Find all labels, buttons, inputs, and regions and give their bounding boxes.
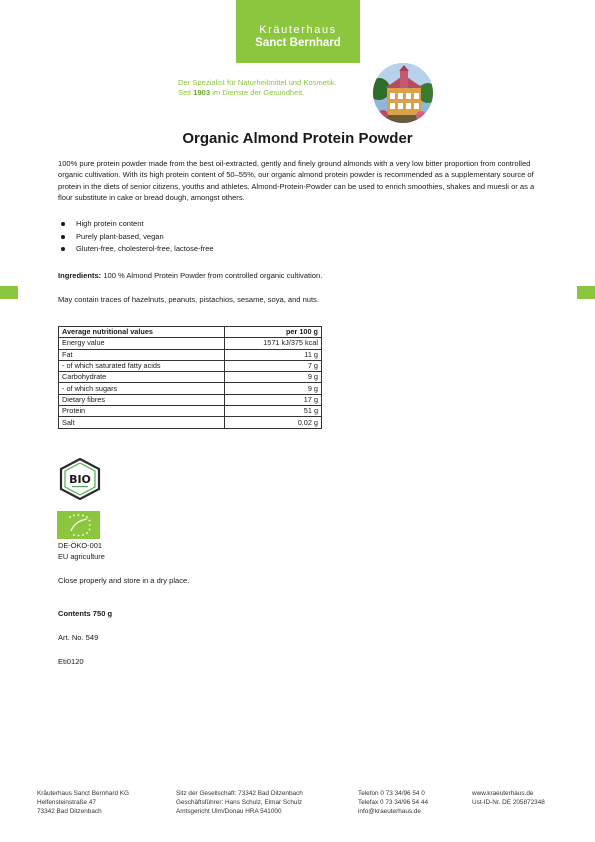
table-row: Carbohydrate 9 g: [59, 372, 322, 383]
article-number: Art. No. 549: [58, 633, 99, 642]
footer-contact: [358, 790, 428, 817]
nutrition-table: [58, 326, 322, 429]
ingredients-label: Ingredients:: [58, 271, 102, 280]
bio-seal-icon: [57, 458, 103, 505]
table-row: Dietary fibres 17 g: [59, 394, 322, 405]
nutrition-header-label: Average nutritional values: [59, 327, 225, 338]
product-description: 100% pure protein powder made from the best oil-extracted, gently and finely ground almonds with a very low bitter proportion from controlled organic cultivation. With its high protein content of 50–55%, our organic almond protein powder is recommended as a supplementary source of protein in the diets of senior citizens, youths and athletes. Almond-Protein-Powder can be used to enrich smoothies, shakes and muesli or as a flour substitute in cake or bread dough, amongst others.: [58, 159, 535, 202]
table-row: Salt 0.02 g: [59, 417, 322, 428]
storage-instructions: Close properly and store in a dry place.: [58, 576, 190, 585]
fold-mark-left: [0, 286, 18, 299]
footer-email-link[interactable]: info@kraeuterhaus.de: [358, 807, 421, 815]
brand-name-line2: Sanct Bernhard: [255, 37, 341, 49]
footer-fax: Telefax 0 73 34/96 54 44: [358, 798, 428, 806]
feature-item: Purely plant-based, vegan: [58, 231, 214, 244]
eu-agriculture-label: EU agriculture: [58, 552, 105, 561]
table-row: - of which saturated fatty acids 7 g: [59, 360, 322, 371]
eu-organic-certification: [58, 540, 105, 562]
table-row: Energy value 1571 kJ/375 kcal: [59, 338, 322, 349]
footer-company-address: Kräuterhaus Sanct Bernhard KG Helfensteinstraße 47 73342 Bad Ditzenbach: [37, 790, 130, 815]
footer-vat-id: Ust-ID-Nr. DE 205872348: [472, 798, 545, 806]
label-code: Eti0120: [58, 657, 84, 666]
fold-mark-right: [577, 286, 595, 299]
brand-name-line1: Kräuterhaus: [259, 24, 337, 36]
building-photo: [373, 63, 433, 123]
feature-item: Gluten-free, cholesterol-free, lactose-free: [58, 243, 214, 256]
brand-tagline: [178, 78, 337, 98]
footer-phone: Telefon 0 73 34/96 54 0: [358, 790, 425, 797]
tagline-year: 1903: [193, 88, 211, 97]
product-title: Organic Almond Protein Powder: [182, 130, 413, 147]
feature-item: High protein content: [58, 218, 214, 231]
tagline-line2: Seit 1903 im Dienste der Gesundheit.: [178, 88, 305, 97]
tagline-line1: Der Spezialist für Naturheilmittel und Kosmetik.: [178, 78, 337, 87]
table-row: - of which sugars 9 g: [59, 383, 322, 394]
nutrition-header-value: per 100 g: [224, 327, 321, 338]
table-row: Protein 51 g: [59, 406, 322, 417]
table-row: Fat 11 g: [59, 349, 322, 360]
allergen-traces: May contain traces of hazelnuts, peanuts, pistachios, sesame, soya, and nuts.: [58, 295, 319, 304]
ingredients: [58, 270, 322, 281]
building-photo-illustration: [373, 63, 433, 123]
bio-seal-text: BIO: [69, 473, 91, 486]
brand-logo: [236, 0, 360, 63]
eu-control-code: DE-ÖKO-001: [58, 541, 102, 550]
footer-company-registration: Sitz der Gesellschaft: 73342 Bad Ditzenbach Geschäftsführer: Hans Schulz, Elmar Schulz Amtsgericht Ulm/Donau HRA 541000: [176, 790, 303, 815]
net-contents: Contents 750 g: [58, 609, 113, 618]
feature-list: [58, 218, 214, 256]
ingredients-text: 100 % Almond Protein Powder from controlled organic cultivation.: [103, 271, 323, 280]
footer-web: [472, 790, 545, 808]
footer-website-link[interactable]: www.kraeuterhaus.de: [472, 790, 534, 797]
nutrition-header-row: [59, 327, 322, 338]
